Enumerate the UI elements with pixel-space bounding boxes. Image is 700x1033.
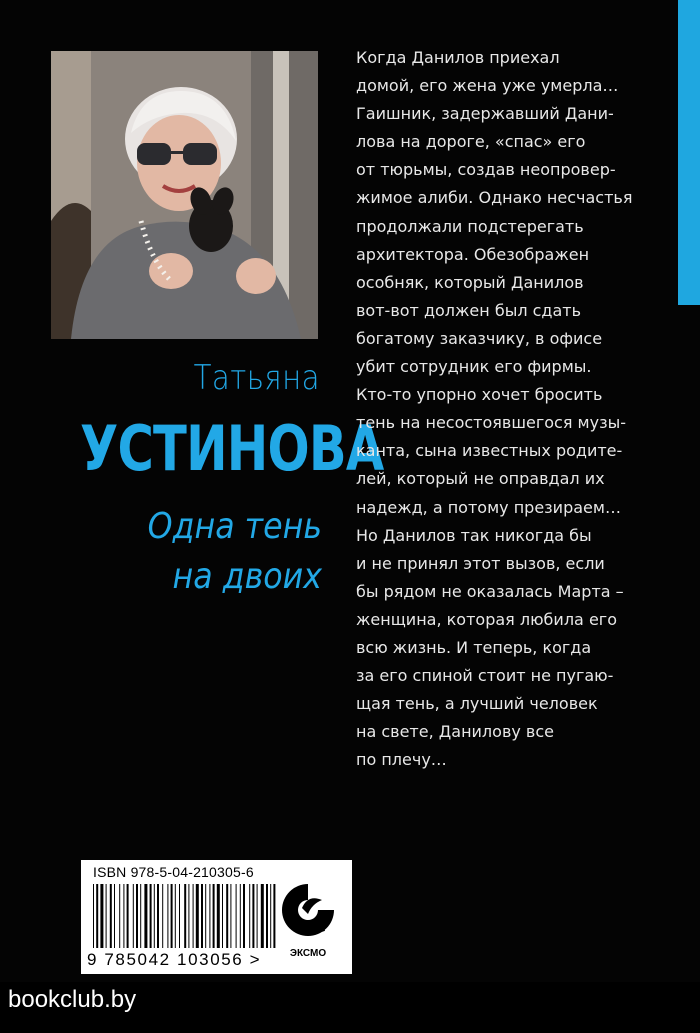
barcode-bar <box>167 884 168 948</box>
author-last-name: УСТИНОВА <box>80 412 384 485</box>
publisher-name: ЭКСМО <box>289 948 327 959</box>
barcode-bar <box>136 884 138 948</box>
barcode-bar <box>179 884 180 948</box>
blurb-line: тень на несостоявшегося музы- <box>356 413 626 433</box>
barcode-bar <box>133 884 134 948</box>
barcode-bar <box>140 884 141 948</box>
blurb-line: богатому заказчику, в офисе <box>356 328 603 348</box>
barcode-bar <box>196 884 199 948</box>
eksmo-logo <box>272 870 344 966</box>
blurb-line: и не принял этот вызов, если <box>356 553 605 573</box>
blurb-line: Когда Данилов приехал <box>356 48 560 67</box>
barcode-bar <box>123 884 124 948</box>
blurb-line: надежд, а потому презираем… <box>356 497 621 517</box>
barcode-bar <box>252 884 254 948</box>
blurb-line: Кто-то упорно хочет бросить <box>356 385 603 405</box>
barcode-bar <box>249 884 250 948</box>
barcode-bar <box>236 884 237 948</box>
barcode-bar <box>240 884 241 948</box>
barcode-bar <box>110 884 112 948</box>
barcode-bar <box>162 884 163 948</box>
blurb-line: канта, сына известных родите- <box>356 441 623 461</box>
eksmo-logo-icon <box>272 870 344 948</box>
author-photo-illustration <box>51 51 318 339</box>
barcode-bar <box>205 884 206 948</box>
barcode-bar <box>209 884 210 948</box>
barcode-bar <box>184 884 186 948</box>
author-photo <box>51 51 318 339</box>
book-title <box>91 502 322 602</box>
blurb-line: лей, который не оправдал их <box>356 469 605 489</box>
isbn-label: ISBN 978-5-04-210305-6 <box>93 864 254 880</box>
barcode-bar <box>217 884 220 948</box>
barcode-bar <box>266 884 268 948</box>
barcode <box>91 884 281 950</box>
blurb-line: архитектора. Обезображен <box>356 244 590 264</box>
barcode-bar <box>175 884 176 948</box>
blurb-line: щая тень, а лучший человек <box>356 694 598 714</box>
blurb-line: за его спиной стоит не пугаю- <box>356 666 614 686</box>
barcode-bar <box>154 884 155 948</box>
blurb-line: особняк, который Данилов <box>356 272 584 292</box>
blurb-line: Но Данилов так никогда бы <box>356 525 592 545</box>
blurb-line: Гаишник, задержавший Дани- <box>356 104 614 124</box>
blurb-line: на свете, Данилову все <box>356 722 554 742</box>
barcode-bar <box>93 884 94 948</box>
barcode-bar <box>222 884 223 948</box>
blurb-line: жимое алиби. Однако несчастья <box>356 188 633 208</box>
barcode-bar <box>261 884 264 948</box>
barcode-bar <box>213 884 215 948</box>
barcode-bar <box>157 884 159 948</box>
barcode-bar <box>243 884 245 948</box>
barcode-bar <box>106 884 107 948</box>
barcode-digits: 9 785042 103056 > <box>87 950 262 969</box>
barcode-bar <box>226 884 228 948</box>
blurb-line: вот-вот должен был сдать <box>356 300 582 320</box>
author-first-name: Татьяна <box>193 358 320 398</box>
blurb-line: бы рядом не оказалась Марта – <box>356 581 624 601</box>
blurb-line: убит сотрудник его фирмы. <box>356 357 592 377</box>
blurb-line: всю жизнь. И теперь, когда <box>356 637 592 657</box>
barcode-bar <box>100 884 103 948</box>
barcode-bar <box>150 884 152 948</box>
barcode-bar <box>193 884 194 948</box>
barcode-bar <box>188 884 189 948</box>
barcode-bar <box>144 884 147 948</box>
book-title-line1: Одна тень <box>147 506 322 547</box>
barcode-bar <box>230 884 231 948</box>
accent-stripe <box>678 0 700 305</box>
barcode-bar <box>257 884 258 948</box>
blurb-line: лова на дороге, «спас» его <box>356 132 586 152</box>
blurb-line: продолжали подстерегать <box>356 216 584 236</box>
barcode-bar <box>114 884 115 948</box>
blurb-line: домой, его жена уже умерла… <box>356 76 619 96</box>
blurb-line: женщина, которая любила его <box>356 609 617 629</box>
book-blurb <box>356 44 676 774</box>
watermark-text: bookclub.by <box>8 986 137 1013</box>
barcode-bar <box>171 884 173 948</box>
barcode-bar <box>119 884 120 948</box>
blurb-line: по плечу… <box>356 750 447 770</box>
barcode-bar <box>96 884 98 948</box>
blurb-line: от тюрьмы, создав неопровер- <box>356 160 616 180</box>
book-title-line2: на двоих <box>172 556 322 597</box>
barcode-bar <box>127 884 129 948</box>
barcode-bar <box>201 884 203 948</box>
